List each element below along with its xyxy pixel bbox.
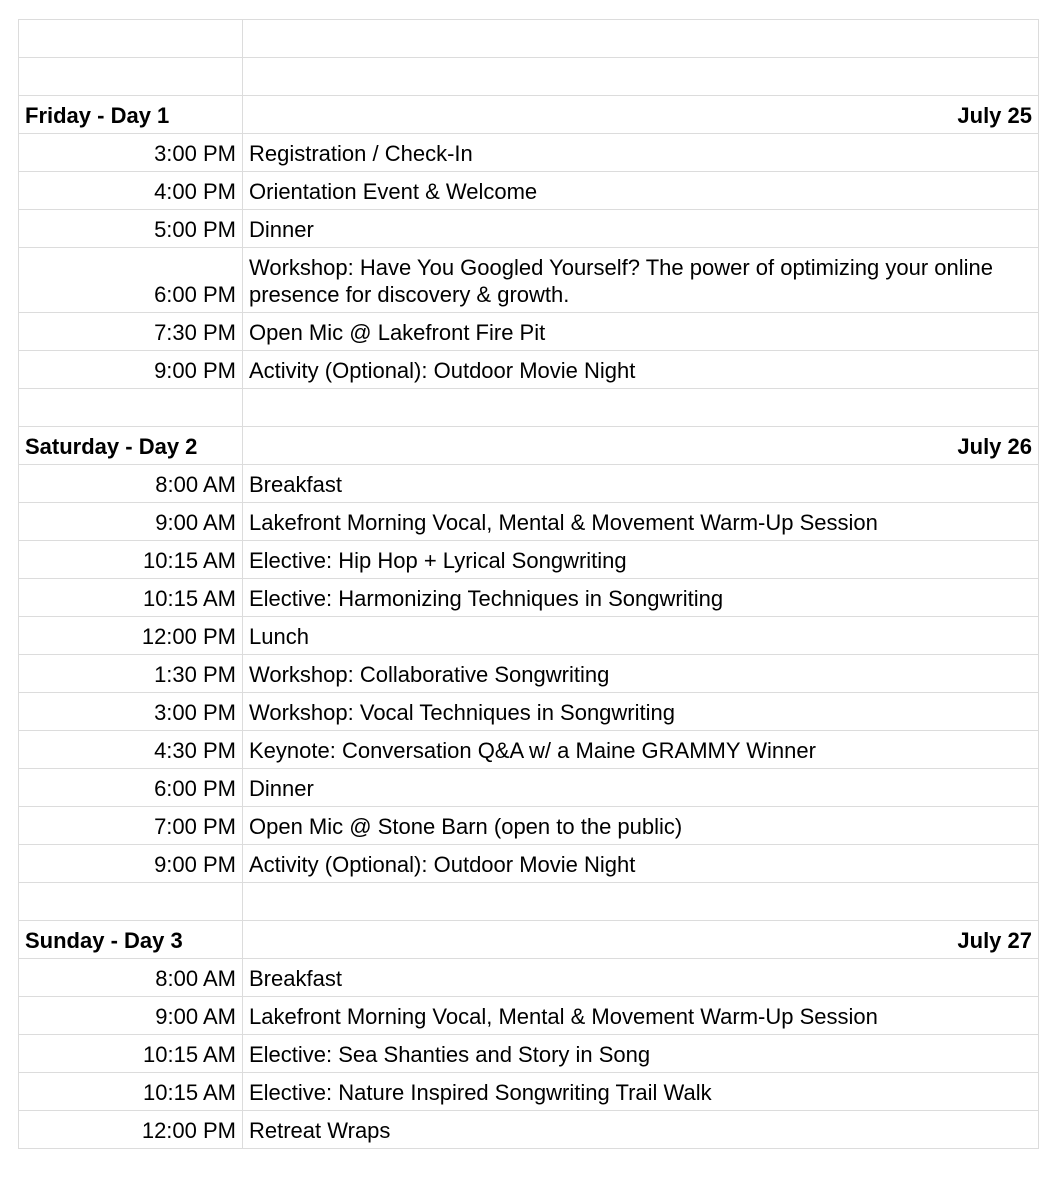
event-time[interactable]: 12:00 PM bbox=[19, 1111, 243, 1149]
event-title[interactable]: Keynote: Conversation Q&A w/ a Maine GRAMMY Winner bbox=[243, 731, 1039, 769]
event-title[interactable]: Workshop: Vocal Techniques in Songwriting bbox=[243, 693, 1039, 731]
event-title[interactable]: Elective: Nature Inspired Songwriting Trail Walk bbox=[243, 1073, 1039, 1111]
event-title[interactable]: Activity (Optional): Outdoor Movie Night bbox=[243, 845, 1039, 883]
event-title[interactable]: Elective: Sea Shanties and Story in Song bbox=[243, 1035, 1039, 1073]
day-date[interactable]: July 27 bbox=[243, 921, 1039, 959]
event-title[interactable]: Lunch bbox=[243, 617, 1039, 655]
day-date[interactable]: July 25 bbox=[243, 96, 1039, 134]
cell[interactable] bbox=[19, 20, 243, 58]
event-title[interactable]: Workshop: Collaborative Songwriting bbox=[243, 655, 1039, 693]
event-row bbox=[19, 845, 1039, 883]
event-title[interactable]: Breakfast bbox=[243, 959, 1039, 997]
empty-row bbox=[19, 389, 1039, 427]
event-row bbox=[19, 1035, 1039, 1073]
event-time[interactable]: 9:00 AM bbox=[19, 997, 243, 1035]
day-title[interactable]: Sunday - Day 3 bbox=[19, 921, 243, 959]
event-row bbox=[19, 959, 1039, 997]
event-row bbox=[19, 731, 1039, 769]
event-time[interactable]: 3:00 PM bbox=[19, 693, 243, 731]
event-title[interactable]: Elective: Harmonizing Techniques in Songwriting bbox=[243, 579, 1039, 617]
event-title[interactable]: Dinner bbox=[243, 210, 1039, 248]
event-time[interactable]: 7:00 PM bbox=[19, 807, 243, 845]
day-title[interactable]: Saturday - Day 2 bbox=[19, 427, 243, 465]
event-time[interactable]: 4:00 PM bbox=[19, 172, 243, 210]
event-time[interactable]: 7:30 PM bbox=[19, 313, 243, 351]
event-title[interactable]: Elective: Hip Hop + Lyrical Songwriting bbox=[243, 541, 1039, 579]
event-time[interactable]: 9:00 PM bbox=[19, 351, 243, 389]
event-time[interactable]: 12:00 PM bbox=[19, 617, 243, 655]
empty-row bbox=[19, 20, 1039, 58]
event-time[interactable]: 1:30 PM bbox=[19, 655, 243, 693]
event-title[interactable]: Open Mic @ Stone Barn (open to the public) bbox=[243, 807, 1039, 845]
event-time[interactable]: 5:00 PM bbox=[19, 210, 243, 248]
event-row bbox=[19, 807, 1039, 845]
event-row bbox=[19, 313, 1039, 351]
cell[interactable] bbox=[243, 883, 1039, 921]
empty-row bbox=[19, 883, 1039, 921]
day-header-row bbox=[19, 427, 1039, 465]
event-title[interactable]: Open Mic @ Lakefront Fire Pit bbox=[243, 313, 1039, 351]
event-time[interactable]: 10:15 AM bbox=[19, 1073, 243, 1111]
event-row bbox=[19, 997, 1039, 1035]
event-time[interactable]: 6:00 PM bbox=[19, 248, 243, 313]
cell[interactable] bbox=[19, 58, 243, 96]
event-title[interactable]: Orientation Event & Welcome bbox=[243, 172, 1039, 210]
event-row bbox=[19, 248, 1039, 313]
event-time[interactable]: 4:30 PM bbox=[19, 731, 243, 769]
event-time[interactable]: 10:15 AM bbox=[19, 541, 243, 579]
cell[interactable] bbox=[243, 20, 1039, 58]
event-title[interactable]: Activity (Optional): Outdoor Movie Night bbox=[243, 351, 1039, 389]
event-time[interactable]: 6:00 PM bbox=[19, 769, 243, 807]
event-row bbox=[19, 1111, 1039, 1149]
event-row bbox=[19, 351, 1039, 389]
event-row bbox=[19, 134, 1039, 172]
event-time[interactable]: 9:00 AM bbox=[19, 503, 243, 541]
event-title[interactable]: Workshop: Have You Googled Yourself? The power of optimizing your online presence for discovery & growth. bbox=[243, 248, 1039, 313]
event-row bbox=[19, 210, 1039, 248]
event-title[interactable]: Retreat Wraps bbox=[243, 1111, 1039, 1149]
event-row bbox=[19, 541, 1039, 579]
day-date[interactable]: July 26 bbox=[243, 427, 1039, 465]
event-title[interactable]: Lakefront Morning Vocal, Mental & Movement Warm-Up Session bbox=[243, 503, 1039, 541]
day-header-row bbox=[19, 96, 1039, 134]
day-header-row bbox=[19, 921, 1039, 959]
event-title[interactable]: Dinner bbox=[243, 769, 1039, 807]
event-title[interactable]: Breakfast bbox=[243, 465, 1039, 503]
event-row bbox=[19, 172, 1039, 210]
event-row bbox=[19, 693, 1039, 731]
event-title[interactable]: Registration / Check-In bbox=[243, 134, 1039, 172]
cell[interactable] bbox=[19, 883, 243, 921]
event-time[interactable]: 8:00 AM bbox=[19, 465, 243, 503]
event-time[interactable]: 3:00 PM bbox=[19, 134, 243, 172]
empty-row bbox=[19, 58, 1039, 96]
event-title[interactable]: Lakefront Morning Vocal, Mental & Movement Warm-Up Session bbox=[243, 997, 1039, 1035]
event-row bbox=[19, 655, 1039, 693]
event-time[interactable]: 10:15 AM bbox=[19, 579, 243, 617]
day-title[interactable]: Friday - Day 1 bbox=[19, 96, 243, 134]
cell[interactable] bbox=[243, 58, 1039, 96]
event-row bbox=[19, 769, 1039, 807]
event-row bbox=[19, 465, 1039, 503]
event-row bbox=[19, 579, 1039, 617]
event-row bbox=[19, 1073, 1039, 1111]
cell[interactable] bbox=[243, 389, 1039, 427]
event-row bbox=[19, 617, 1039, 655]
event-time[interactable]: 8:00 AM bbox=[19, 959, 243, 997]
cell[interactable] bbox=[19, 389, 243, 427]
schedule-sheet bbox=[18, 19, 1039, 1149]
event-time[interactable]: 9:00 PM bbox=[19, 845, 243, 883]
event-row bbox=[19, 503, 1039, 541]
event-time[interactable]: 10:15 AM bbox=[19, 1035, 243, 1073]
